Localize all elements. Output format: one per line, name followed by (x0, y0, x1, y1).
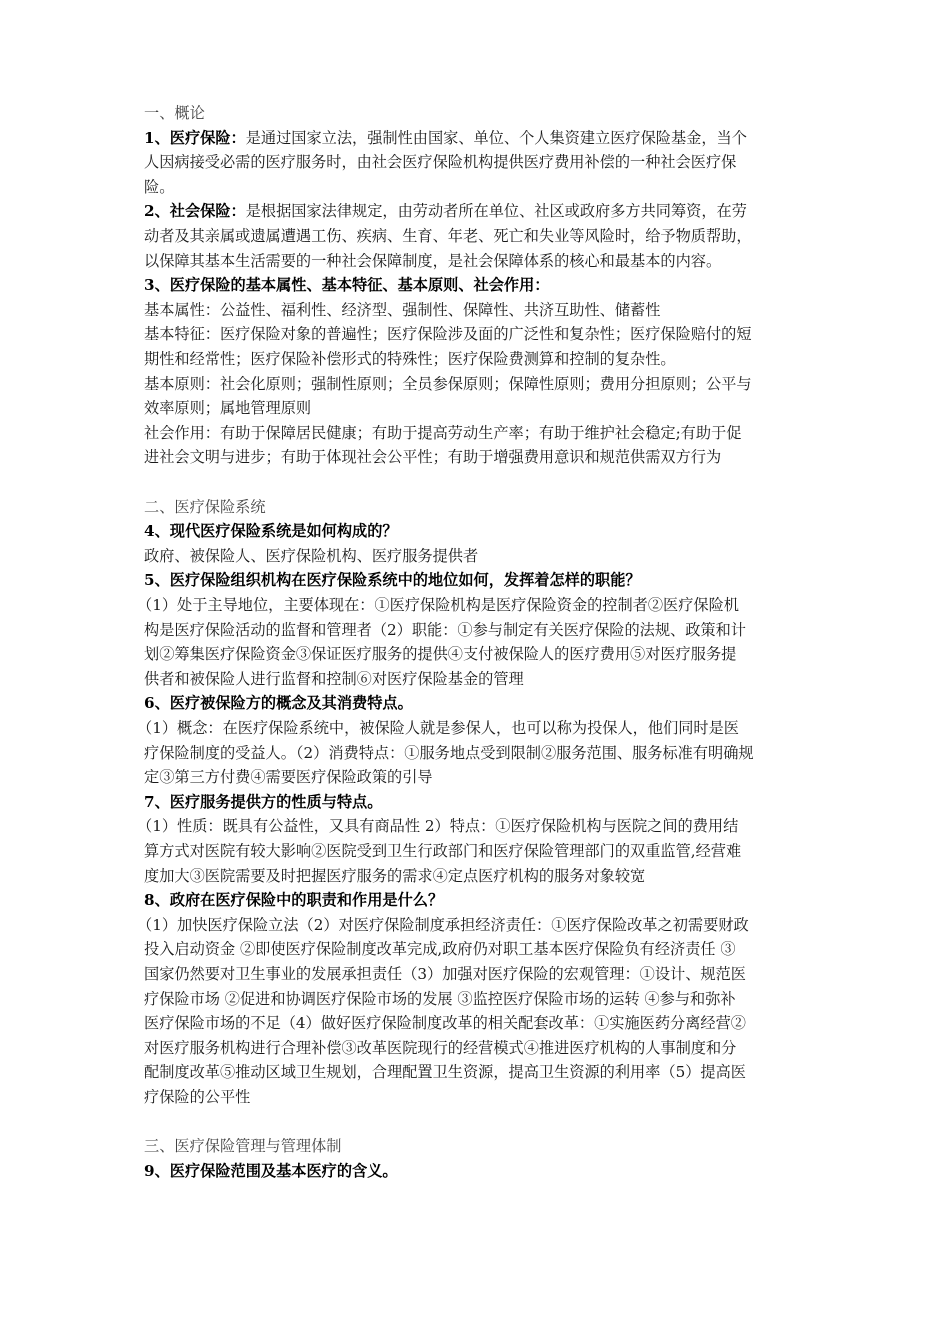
body-line: （1）处于主导地位，主要体现在：①医疗保险机构是医疗保险资金的控制者②医疗保险机 (137, 596, 739, 614)
definition-text: 是根据国家法律规定，由劳动者所在单位、社区或政府多方共同筹资，在劳 (245, 202, 747, 221)
question-heading (144, 790, 824, 814)
question-text: 7、医疗服务提供方的性质与特点。 (144, 792, 383, 811)
body-line: 人因病接受必需的医疗服务时，由社会医疗保险机构提供医疗费用补偿的一种社会医疗保 (144, 153, 737, 172)
question-text: 3、医疗保险的基本属性、基本特征、基本原则、社会作用： (144, 276, 550, 295)
question-text: 8、政府在医疗保险中的职责和作用是什么？ (144, 891, 444, 910)
body-line: （1）概念：在医疗保险系统中，被保险人就是参保人，也可以称为投保人，他们同时是医 (137, 719, 739, 737)
body-line: 基本属性：公益性、福利性、经济型、强制性、保障性、共济互助性、储蓄性 (144, 300, 661, 319)
body-line: 配制度改革⑤推动区域卫生规划，合理配置卫生资源，提高卫生资源的利用率（5）提高医 (144, 1063, 746, 1082)
definition-line (144, 126, 824, 150)
body-line: 险。 (144, 177, 175, 196)
body-line: 进社会文明与进步；有助于体现社会公平性；有助于增强费用意识和规范供需双方行为 (144, 448, 722, 467)
body-line: 疗保险市场 ②促进和协调医疗保险市场的发展 ③监控医疗保险市场的运转 ④参与和弥补 (144, 989, 736, 1008)
body-line: 划②筹集医疗保险资金③保证医疗服务的提供④支付被保险人的医疗费用⑤对医疗服务提 (144, 645, 737, 664)
section-heading: 一、概论 (144, 104, 205, 122)
question-text: 5、医疗保险组织机构在医疗保险系统中的地位如何，发挥着怎样的职能？ (144, 571, 641, 590)
body-line: 以保障其基本生活需要的一种社会保障制度，是社会保障体系的核心和最基本的内容。 (144, 251, 722, 270)
definition-line (144, 199, 824, 223)
question-heading (144, 1159, 824, 1183)
question-heading (144, 888, 824, 912)
body-line: 算方式对医院有较大影响②医院受到卫生行政部门和医疗保险管理部门的双重监管,经营难 (144, 842, 742, 860)
body-line: 疗保险制度的受益人。（2）消费特点：①服务地点受到限制②服务范围、服务标准有明确规 (144, 743, 754, 762)
question-heading (144, 568, 824, 592)
body-line: 基本特征：医疗保险对象的普遍性；医疗保险涉及面的广泛性和复杂性；医疗保险赔付的短 (144, 325, 752, 344)
body-line: 效率原则；属地管理原则 (144, 399, 312, 418)
definition-term: 2、社会保险： (144, 202, 246, 221)
body-line: 构是医疗保险活动的监督和管理者（2）职能：①参与制定有关医疗保险的法规、政策和计 (144, 620, 746, 639)
section-heading: 三、医疗保险管理与管理体制 (144, 1137, 342, 1156)
body-line: 国家仍然要对卫生事业的发展承担责任（3）加强对医疗保险的宏观管理：①设计、规范医 (144, 965, 746, 983)
question-text: 9、医疗保险范围及基本医疗的含义。 (144, 1161, 398, 1180)
body-line: 疗保险的公平性 (144, 1088, 251, 1106)
question-heading (144, 519, 824, 543)
body-line: 供者和被保险人进行监督和控制⑥对医疗保险基金的管理 (144, 669, 524, 688)
question-text: 6、医疗被保险方的概念及其消费特点。 (144, 694, 413, 713)
body-line: 投入启动资金 ②即使医疗保险制度改革完成,政府仍对职工基本医疗保险负有经济责任 ③ (144, 940, 736, 959)
question-text: 4、现代医疗保险系统是如何构成的？ (144, 522, 398, 541)
definition-term: 1、医疗保险： (144, 128, 246, 147)
body-line: 政府、被保险人、医疗保险机构、医疗服务提供者 (144, 546, 479, 565)
section-heading: 二、医疗保险系统 (144, 497, 266, 516)
body-line: 动者及其亲属或遗属遭遇工伤、疾病、生育、年老、死亡和失业等风险时，给予物质帮助， (144, 227, 752, 245)
question-heading (144, 691, 824, 715)
body-line: 定③第三方付费④需要医疗保险政策的引导 (144, 768, 433, 787)
question-heading (144, 273, 824, 297)
body-line: 社会作用：有助于保障居民健康；有助于提高劳动生产率；有助于维护社会稳定;有助于促 (144, 423, 742, 442)
body-line: （1）性质：既具有公益性，又具有商品性 2）特点：①医疗保险机构与医院之间的费用结 (137, 817, 739, 836)
body-line: 期性和经常性；医疗保险补偿形式的特殊性；医疗保险费测算和控制的复杂性。 (144, 350, 676, 368)
body-line: 医疗保险市场的不足（4）做好医疗保险制度改革的相关配套改革：①实施医药分离经营② (144, 1014, 746, 1033)
body-line: 度加大③医院需要及时把握医疗服务的需求④定点医疗机构的服务对象较宽 (144, 866, 646, 885)
body-line: 基本原则：社会化原则；强制性原则；全员参保原则；保障性原则；费用分担原则；公平与 (144, 374, 752, 393)
body-line: （1）加快医疗保险立法（2）对医疗保险制度承担经济责任：①医疗保险改革之初需要财政 (137, 915, 749, 934)
body-line: 对医疗服务机构进行合理补偿③改革医院现行的经营模式④推进医疗机构的人事制度和分 (144, 1038, 737, 1057)
definition-text: 是通过国家立法，强制性由国家、单位、个人集资建立医疗保险基金，当个 (245, 128, 747, 147)
